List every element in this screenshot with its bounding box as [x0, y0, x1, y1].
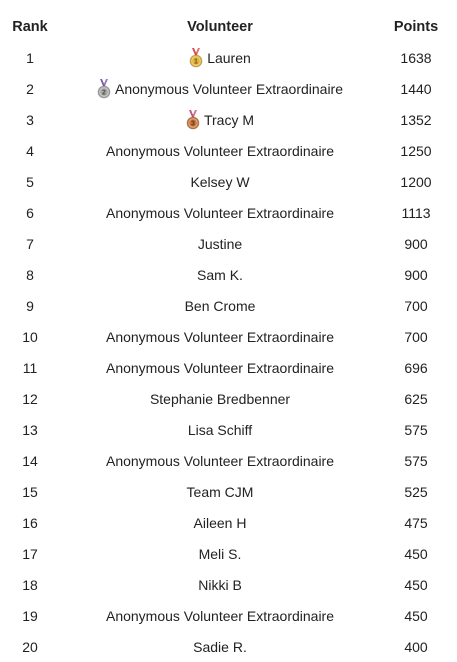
volunteer-name-label: Anonymous Volunteer Extraordinaire	[105, 142, 335, 159]
points-cell: 700	[404, 297, 428, 314]
points-cell: 575	[404, 452, 428, 469]
gold-medal-icon	[189, 48, 203, 68]
table-row	[0, 352, 457, 383]
rank-cell: 19	[22, 607, 38, 624]
table-row	[0, 290, 457, 321]
table-row	[0, 507, 457, 538]
volunteer-name-cell	[60, 259, 380, 290]
svg-text:3: 3	[191, 120, 195, 128]
rank-cell: 16	[22, 514, 38, 531]
volunteer-column-header: Volunteer	[187, 19, 253, 35]
volunteer-name-cell	[60, 507, 380, 538]
volunteer-name-cell	[60, 414, 380, 445]
points-cell: 900	[404, 235, 428, 252]
volunteer-name-label: Anonymous Volunteer Extraordinaire	[105, 328, 335, 345]
volunteer-name-cell	[60, 104, 380, 135]
volunteer-name-label: Stephanie Bredbenner	[149, 390, 291, 407]
points-cell: 575	[404, 421, 428, 438]
rank-column-header: Rank	[12, 19, 48, 35]
points-cell: 900	[404, 266, 428, 283]
points-cell: 475	[404, 514, 428, 531]
volunteer-name-cell	[60, 631, 380, 662]
volunteer-name-label: Anonymous Volunteer Extraordinaire	[105, 204, 335, 221]
rank-cell: 17	[22, 545, 38, 562]
volunteer-name-cell	[60, 352, 380, 383]
table-row	[0, 569, 457, 600]
volunteer-name-cell	[60, 135, 380, 166]
bronze-medal-icon	[186, 110, 200, 130]
rank-cell: 7	[26, 235, 34, 252]
points-cell: 1200	[400, 173, 432, 190]
table-row	[0, 73, 457, 104]
points-cell: 1638	[400, 49, 432, 66]
table-row	[0, 383, 457, 414]
points-cell: 1250	[400, 142, 432, 159]
points-cell: 625	[404, 390, 428, 407]
volunteer-name-label: Justine	[197, 235, 243, 252]
volunteer-name-label: Kelsey W	[190, 173, 250, 190]
points-cell: 450	[404, 607, 428, 624]
volunteer-name-label: Team CJM	[186, 483, 254, 500]
volunteer-name-cell	[60, 600, 380, 631]
rank-cell: 8	[26, 266, 34, 283]
points-cell: 696	[404, 359, 428, 376]
points-cell: 700	[404, 328, 428, 345]
leaderboard-header	[0, 12, 457, 42]
rank-cell: 10	[22, 328, 38, 345]
table-row	[0, 600, 457, 631]
rank-cell: 1	[26, 49, 34, 66]
table-row	[0, 166, 457, 197]
volunteer-name-cell	[60, 476, 380, 507]
table-row	[0, 228, 457, 259]
rank-cell: 6	[26, 204, 34, 221]
volunteer-name-cell	[60, 166, 380, 197]
volunteer-name-label: Tracy M	[203, 111, 255, 128]
table-row	[0, 631, 457, 662]
volunteer-name-cell	[60, 321, 380, 352]
rank-cell: 2	[26, 80, 34, 97]
svg-text:1: 1	[194, 58, 199, 66]
rank-cell: 11	[22, 359, 38, 376]
volunteer-name-cell	[60, 42, 380, 73]
svg-text:2: 2	[102, 89, 106, 97]
rank-cell: 9	[26, 297, 34, 314]
table-row	[0, 445, 457, 476]
points-cell: 1352	[400, 111, 432, 128]
rank-cell: 18	[22, 576, 38, 593]
table-row	[0, 259, 457, 290]
volunteer-name-label: Anonymous Volunteer Extraordinaire	[105, 452, 335, 469]
table-row	[0, 135, 457, 166]
silver-medal-icon	[97, 79, 111, 99]
points-cell: 450	[404, 576, 428, 593]
rank-cell: 14	[22, 452, 38, 469]
rank-cell: 3	[26, 111, 34, 128]
points-cell: 1440	[400, 80, 432, 97]
volunteer-name-label: Sam K.	[197, 266, 243, 283]
rank-cell: 20	[22, 638, 38, 655]
table-row	[0, 476, 457, 507]
volunteer-name-cell	[60, 445, 380, 476]
volunteer-name-label: Lisa Schiff	[187, 421, 253, 438]
volunteer-name-label: Anonymous Volunteer Extraordinaire	[105, 607, 335, 624]
volunteer-name-cell	[60, 383, 380, 414]
volunteer-name-cell	[60, 538, 380, 569]
points-cell: 400	[404, 638, 428, 655]
points-column-header: Points	[393, 19, 439, 35]
table-row	[0, 538, 457, 569]
points-cell: 450	[404, 545, 428, 562]
table-row	[0, 321, 457, 352]
volunteer-name-label: Sadie R.	[193, 638, 247, 655]
rank-cell: 4	[26, 142, 34, 159]
volunteer-name-label: Meli S.	[198, 545, 242, 562]
volunteer-name-cell	[60, 73, 380, 104]
volunteer-name-cell	[60, 228, 380, 259]
volunteer-name-label: Nikki B	[198, 576, 242, 593]
volunteer-name-label: Anonymous Volunteer Extraordinaire	[114, 80, 344, 97]
volunteer-name-cell	[60, 569, 380, 600]
rank-cell: 13	[22, 421, 38, 438]
volunteer-name-cell	[60, 290, 380, 321]
volunteer-name-cell	[60, 197, 380, 228]
rank-cell: 12	[22, 390, 38, 407]
rank-cell: 15	[22, 483, 38, 500]
table-row	[0, 197, 457, 228]
rank-cell: 5	[26, 173, 34, 190]
volunteer-name-label: Lauren	[207, 49, 251, 66]
table-row	[0, 104, 457, 135]
volunteer-name-label: Aileen H	[193, 514, 247, 531]
points-cell: 1113	[401, 204, 431, 221]
table-row	[0, 414, 457, 445]
volunteer-name-label: Anonymous Volunteer Extraordinaire	[105, 359, 335, 376]
volunteer-name-label: Ben Crome	[184, 297, 256, 314]
points-cell: 525	[404, 483, 428, 500]
table-row	[0, 42, 457, 73]
